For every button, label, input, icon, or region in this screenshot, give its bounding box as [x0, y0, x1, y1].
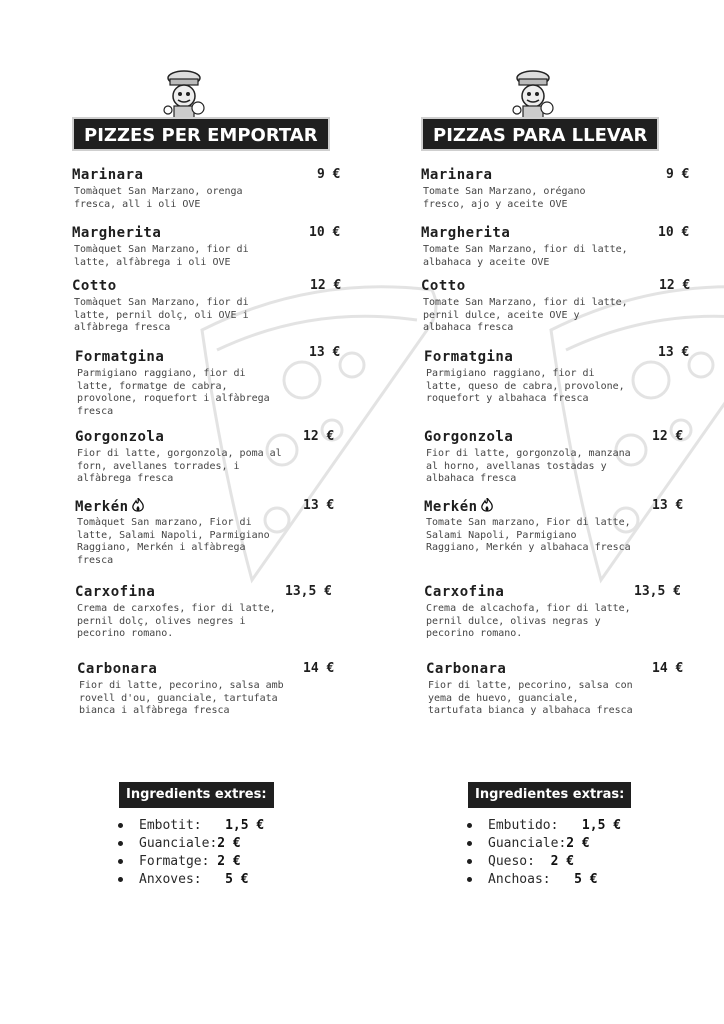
item-name: Formatgina	[75, 349, 165, 365]
item-price: 12 €	[310, 278, 342, 293]
item-name: Marinara	[72, 167, 144, 183]
extra-price: 2 €	[550, 854, 575, 869]
extra-price: 1,5 €	[581, 818, 622, 833]
item-name-text: Merkén	[424, 499, 478, 515]
item-description: Crema de carxofes, fior di latte, pernil dolç, olives negres i pecorino romano.	[77, 603, 276, 640]
item-price: 13,5 €	[634, 584, 681, 599]
item-description: Tomàquet San Marzano, fior di latte, alfàbrega i oli OVE	[74, 244, 249, 268]
item-price: 10 €	[658, 225, 690, 240]
extras-item	[117, 817, 264, 835]
extras-item	[466, 853, 621, 871]
extra-label: Guanciale:	[488, 836, 567, 851]
item-name: Margherita	[421, 225, 511, 241]
menu-title: PIZZES PER EMPORTAR	[72, 117, 330, 151]
extra-label: Anxoves:	[139, 872, 218, 887]
item-description: Tomàquet San Marzano, orenga fresca, all i oli OVE	[74, 186, 243, 210]
extras-item	[466, 817, 621, 835]
extras-title: Ingredients extres:	[119, 782, 274, 808]
item-description: Crema de alcachofa, fior di latte, pernil dulce, olivas negras y pecorino romano.	[426, 603, 631, 640]
extra-label: Embutido:	[488, 818, 575, 833]
pizza-chef-logo-icon	[160, 68, 208, 122]
item-name	[424, 498, 493, 515]
item-name: Gorgonzola	[424, 429, 514, 445]
item-name: Cotto	[421, 278, 466, 294]
item-price: 12 €	[659, 278, 691, 293]
item-name: Carbonara	[426, 661, 507, 677]
menu-column-spanish	[421, 0, 721, 900]
extra-label: Anchoas:	[488, 872, 567, 887]
item-price: 14 €	[652, 661, 684, 676]
flame-icon	[481, 498, 493, 513]
pizza-chef-logo-icon	[509, 68, 557, 122]
extra-price: 5 €	[574, 872, 598, 887]
item-price: 10 €	[309, 225, 341, 240]
extra-label: Guanciale:	[139, 836, 218, 851]
item-description: Tomàquet San marzano, Fior di latte, Salami Napoli, Parmigiano Raggiano, Merkén i alfàbrega fresca	[77, 517, 270, 567]
extra-label: Queso:	[488, 854, 551, 869]
item-price: 13,5 €	[285, 584, 332, 599]
item-price: 13 €	[652, 498, 684, 513]
item-description: Parmigiano raggiano, fior di latte, formatge de cabra, provolone, roquefort i alfàbrega fresca	[77, 368, 270, 418]
extras-list	[466, 817, 621, 889]
item-description: Parmigiano raggiano, fior di latte, queso de cabra, provolone, roquefort y albahaca fresca	[426, 368, 625, 405]
item-description: Tomate San Marzano, fior di latte, albahaca y aceite OVE	[423, 244, 628, 268]
menu-title: PIZZAS PARA LLEVAR	[421, 117, 659, 151]
item-description: Fior di latte, pecorino, salsa con yema de huevo, guanciale, tartufata bianca y albahaca fresca	[428, 680, 633, 717]
extras-item	[117, 835, 264, 853]
item-name-text: Merkén	[75, 499, 129, 515]
item-description: Tomàquet San Marzano, fior di latte, pernil dolç, oli OVE i alfàbrega fresca	[74, 297, 249, 334]
item-name: Carxofina	[75, 584, 156, 600]
item-price: 12 €	[652, 429, 684, 444]
extra-price: 5 €	[225, 872, 249, 887]
extra-price: 1,5 €	[225, 818, 265, 833]
item-price: 13 €	[303, 498, 335, 513]
item-description: Fior di latte, pecorino, salsa amb rovell d'ou, guanciale, tartufata bianca i alfàbrega fresca	[79, 680, 284, 717]
item-description: Tomate San marzano, Fior di latte, Salami Napoli, Parmigiano Raggiano, Merkén y albahaca fresca	[426, 517, 631, 554]
item-name: Margherita	[72, 225, 162, 241]
item-name: Carbonara	[77, 661, 158, 677]
extra-price: 2 €	[566, 836, 590, 851]
extras-item	[117, 871, 264, 889]
item-price: 9 €	[317, 167, 341, 182]
item-name: Gorgonzola	[75, 429, 165, 445]
extras-item	[117, 853, 264, 871]
item-price: 12 €	[303, 429, 335, 444]
extra-price: 2 €	[217, 854, 241, 869]
menu-column-catalan	[72, 0, 372, 900]
item-description: Tomate San Marzano, orégano fresco, ajo y aceite OVE	[423, 186, 586, 210]
item-price: 9 €	[666, 167, 690, 182]
extras-item	[466, 871, 621, 889]
extra-price: 2 €	[217, 836, 241, 851]
item-name: Carxofina	[424, 584, 505, 600]
item-description: Fior di latte, gorgonzola, manzana al horno, avellanas tostadas y albahaca fresca	[426, 448, 631, 485]
extras-title: Ingredientes extras:	[468, 782, 631, 808]
item-name: Marinara	[421, 167, 493, 183]
extra-label: Embotit:	[139, 818, 218, 833]
extras-item	[466, 835, 621, 853]
item-price: 14 €	[303, 661, 335, 676]
item-price: 13 €	[309, 345, 341, 360]
item-name: Cotto	[72, 278, 117, 294]
item-name: Formatgina	[424, 349, 514, 365]
flame-icon	[132, 498, 144, 513]
item-price: 13 €	[658, 345, 690, 360]
item-description: Tomate San Marzano, fior di latte, pernil dulce, aceite OVE y albahaca fresca	[423, 297, 628, 334]
extra-label: Formatge:	[139, 854, 218, 869]
item-description: Fior di latte, gorgonzola, poma al forn, avellanes torrades, i alfàbrega fresca	[77, 448, 282, 485]
item-name	[75, 498, 144, 515]
extras-list	[117, 817, 264, 889]
